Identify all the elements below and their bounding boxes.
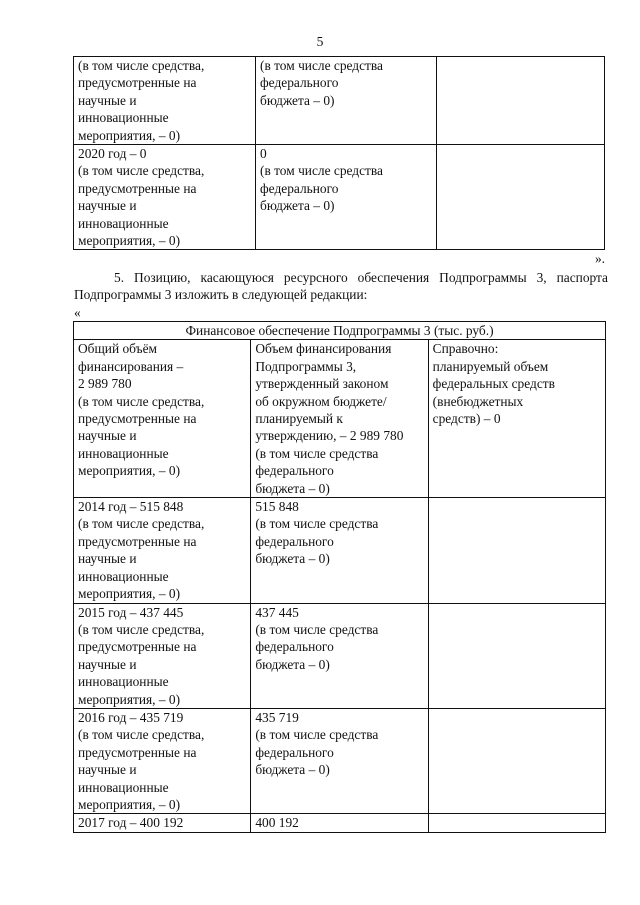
table-cell: 437 445 (в том числе средства федерального бюджета – 0) — [251, 603, 428, 708]
page-number: 5 — [316, 34, 324, 49]
table-cell: 2015 год – 437 445 (в том числе средства, предусмотренные на научные и инновационные мероприятия, – 0) — [74, 603, 251, 708]
table-cell — [428, 603, 605, 708]
table-cell: 400 192 — [251, 814, 428, 832]
table-row — [74, 145, 605, 250]
table-row — [74, 708, 606, 813]
table-cell — [428, 814, 605, 832]
paragraph-item-5 — [74, 269, 608, 304]
table-row — [74, 57, 605, 145]
table-cell: 2016 год – 435 719 (в том числе средства, предусмотренные на научные и инновационные мероприятия, – 0) — [74, 708, 251, 813]
table-header-row — [74, 322, 606, 340]
table-cell: 2020 год – 0 (в том числе средства, предусмотренные на научные и инновационные мероприятия, – 0) — [74, 145, 256, 250]
table-row — [74, 498, 606, 603]
paragraph-text: 5. Позицию, касающуюся ресурсного обеспечения Подпрограммы 3, паспорта Подпрограммы 3 изложить в следующей редакции: — [74, 270, 608, 303]
table-cell: 435 719 (в том числе средства федерального бюджета – 0) — [251, 708, 428, 813]
table-cell: 2014 год – 515 848 (в том числе средства, предусмотренные на научные и инновационные мероприятия, – 0) — [74, 498, 251, 603]
subprogram-3-funding-table — [73, 321, 606, 833]
table-row — [74, 340, 606, 498]
table-row — [74, 814, 606, 832]
table-cell: 0 (в том числе средства федерального бюджета – 0) — [256, 145, 437, 250]
table-cell: (в том числе средства федерального бюджета – 0) — [256, 57, 437, 145]
table-cell — [428, 498, 605, 603]
opening-quote: « — [74, 305, 81, 320]
table-cell: Объем финансирования Подпрограммы 3, утвержденный законом об окружном бюджете/ планируемый к утверждению, – 2 989 780 (в том числе средства федерального бюджета – 0) — [251, 340, 428, 498]
table-cell — [437, 145, 605, 250]
table-cell — [437, 57, 605, 145]
table-cell: Справочно: планируемый объем федеральных средств (внебюджетных средств) – 0 — [428, 340, 605, 498]
table-cell: Общий объём финансирования – 2 989 780 (в том числе средства, предусмотренные на научные и инновационные мероприятия, – 0) — [74, 340, 251, 498]
table-cell: (в том числе средства, предусмотренные на научные и инновационные мероприятия, – 0) — [74, 57, 256, 145]
closing-quote: ». — [594, 251, 605, 266]
table-cell: 515 848 (в том числе средства федерального бюджета – 0) — [251, 498, 428, 603]
table-header: Финансовое обеспечение Подпрограммы 3 (тыс. руб.) — [74, 322, 606, 340]
table-cell: 2017 год – 400 192 — [74, 814, 251, 832]
table-cell — [428, 708, 605, 813]
funding-table-continued — [73, 56, 605, 250]
table-row — [74, 603, 606, 708]
